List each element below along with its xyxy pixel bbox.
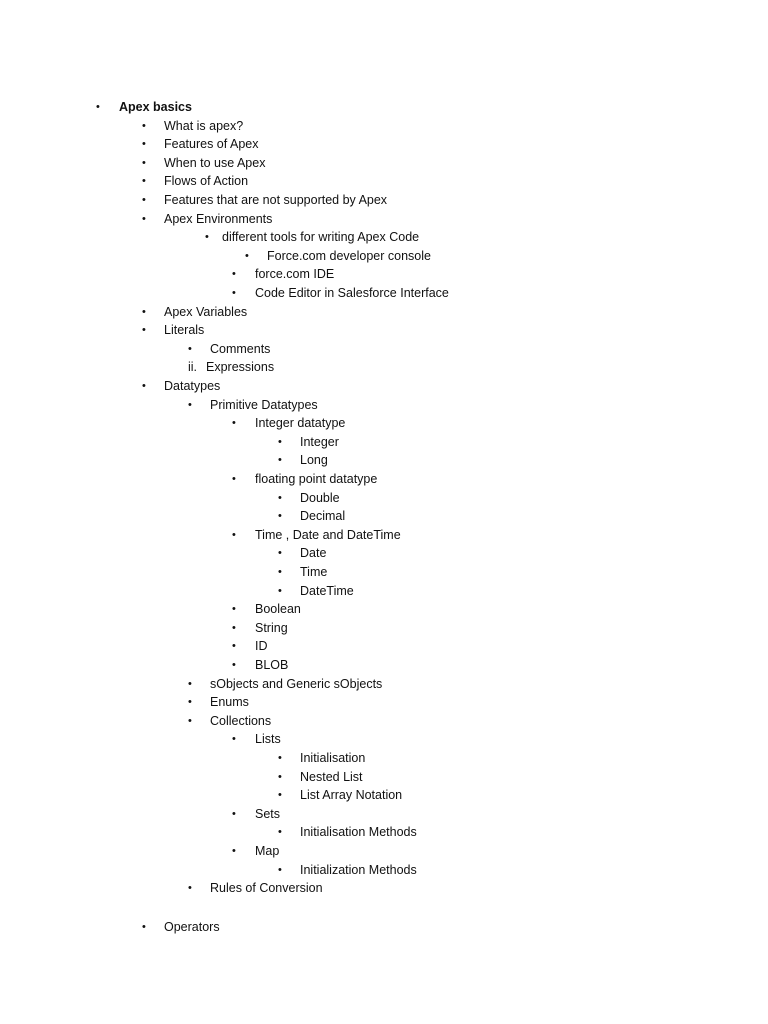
- outline-item-label: different tools for writing Apex Code: [222, 230, 420, 244]
- outline-item-label: DateTime: [300, 584, 354, 598]
- bullet-icon: •: [232, 622, 236, 634]
- outline-item-label: floating point datatype: [255, 472, 378, 486]
- outline-item-label: Flows of Action: [164, 174, 249, 188]
- bullet-icon: •: [232, 640, 236, 652]
- outline-item-label: sObjects and Generic sObjects: [210, 677, 383, 691]
- bullet-icon: •: [205, 231, 209, 243]
- bullet-icon: •: [142, 380, 146, 392]
- outline-item-label: Time: [300, 565, 328, 579]
- bullet-icon: •: [142, 120, 146, 132]
- outline-item-label: force.com IDE: [255, 267, 335, 281]
- outline-item-label: Time , Date and DateTime: [255, 528, 401, 542]
- bullet-icon: •: [278, 492, 282, 504]
- bullet-icon: •: [96, 101, 100, 113]
- outline-item-label: Apex Variables: [164, 305, 248, 319]
- outline-item-label: Rules of Conversion: [210, 881, 323, 895]
- bullet-icon: •: [188, 715, 192, 727]
- outline-item-label: Initialization Methods: [300, 863, 417, 877]
- bullet-icon: •: [142, 138, 146, 150]
- bullet-icon: •: [142, 175, 146, 187]
- outline-item-label: What is apex?: [164, 119, 244, 133]
- bullet-icon: •: [232, 473, 236, 485]
- bullet-icon: •: [278, 454, 282, 466]
- outline-item-label: Integer datatype: [255, 416, 346, 430]
- bullet-icon: •: [278, 510, 282, 522]
- bullet-icon: •: [142, 306, 146, 318]
- outline-item-label: String: [255, 621, 288, 635]
- outline-item-label: Nested List: [300, 770, 363, 784]
- bullet-icon: •: [232, 417, 236, 429]
- outline-item-label: Date: [300, 546, 327, 560]
- outline-item-label: Integer: [300, 435, 339, 449]
- outline-item-label: Operators: [164, 920, 220, 934]
- bullet-icon: •: [278, 789, 282, 801]
- outline-item-label: ID: [255, 639, 268, 653]
- bullet-icon: •: [278, 585, 282, 597]
- bullet-icon: •: [232, 808, 236, 820]
- bullet-icon: •: [278, 566, 282, 578]
- bullet-icon: •: [142, 324, 146, 336]
- outline-item-label: Apex Environments: [164, 212, 273, 226]
- outline-item-label: When to use Apex: [164, 156, 266, 170]
- outline-item-label: List Array Notation: [300, 788, 403, 802]
- outline-item-label: Decimal: [300, 509, 346, 523]
- outline-item-label: Lists: [255, 732, 281, 746]
- bullet-icon: •: [232, 733, 236, 745]
- bullet-icon: •: [232, 603, 236, 615]
- bullet-icon: •: [245, 250, 249, 262]
- bullet-icon: •: [142, 921, 146, 933]
- outline-item-label: BLOB: [255, 658, 289, 672]
- outline-item-label: Expressions: [206, 360, 275, 374]
- bullet-icon: •: [232, 287, 236, 299]
- bullet-icon: •: [142, 194, 146, 206]
- bullet-icon: •: [142, 213, 146, 225]
- outline-item-label: Literals: [164, 323, 205, 337]
- list-number-marker: ii.: [188, 360, 198, 374]
- bullet-icon: •: [278, 436, 282, 448]
- bullet-icon: •: [232, 845, 236, 857]
- bullet-icon: •: [188, 696, 192, 708]
- bullet-icon: •: [278, 752, 282, 764]
- outline-item-label: Collections: [210, 714, 272, 728]
- outline-item-label: Code Editor in Salesforce Interface: [255, 286, 449, 300]
- outline-item-label: Initialisation: [300, 751, 366, 765]
- bullet-icon: •: [278, 547, 282, 559]
- bullet-icon: •: [188, 343, 192, 355]
- outline-item-label: Primitive Datatypes: [210, 398, 318, 412]
- bullet-icon: •: [188, 678, 192, 690]
- outline-item-label: Comments: [210, 342, 271, 356]
- outline-item-label: Initialisation Methods: [300, 825, 417, 839]
- outline-item-label: Datatypes: [164, 379, 221, 393]
- bullet-icon: •: [232, 529, 236, 541]
- outline-item-label: Enums: [210, 695, 249, 709]
- bullet-icon: •: [142, 157, 146, 169]
- outline-item-label: Features that are not supported by Apex: [164, 193, 388, 207]
- outline-item-label: Apex basics: [119, 100, 192, 114]
- bullet-icon: •: [188, 882, 192, 894]
- outline-item-label: Force.com developer console: [267, 249, 431, 263]
- outline-item-label: Map: [255, 844, 280, 858]
- bullet-icon: •: [278, 826, 282, 838]
- outline-item-label: Long: [300, 453, 328, 467]
- outline-item-label: Boolean: [255, 602, 301, 616]
- bullet-icon: •: [232, 268, 236, 280]
- outline-item-label: Sets: [255, 807, 281, 821]
- bullet-icon: •: [188, 399, 192, 411]
- outline-item-label: Double: [300, 491, 340, 505]
- bullet-icon: •: [278, 771, 282, 783]
- bullet-icon: •: [278, 864, 282, 876]
- outline-item-label: Features of Apex: [164, 137, 259, 151]
- bullet-icon: •: [232, 659, 236, 671]
